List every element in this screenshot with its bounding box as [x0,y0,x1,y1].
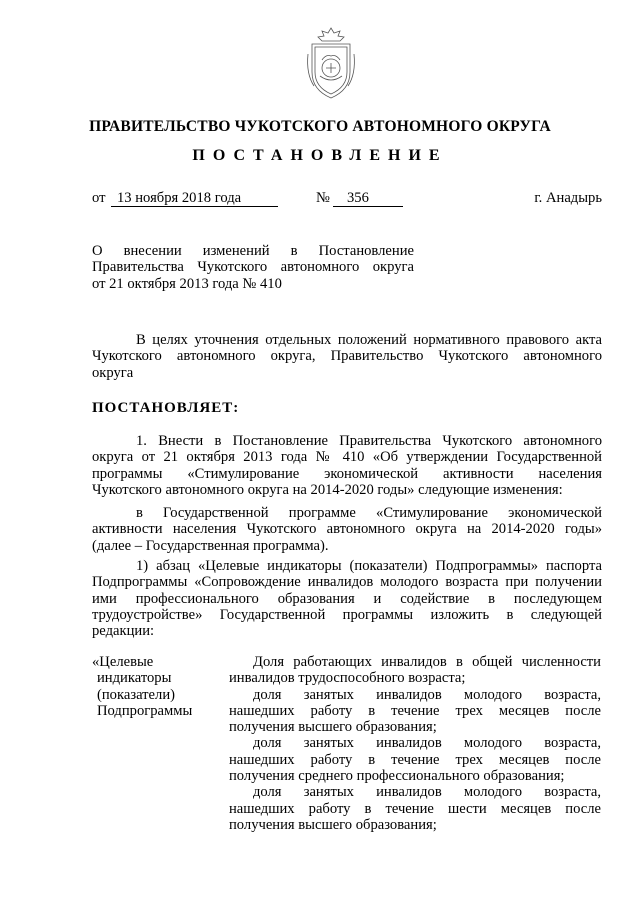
preamble-line: В целях уточнения отдельных положений нормативного правового акта [136,332,602,348]
point-in-program [92,505,602,554]
subpoint-1-line: трудоустройстве» Государственной программы изложить в следующей [92,606,602,623]
table-right-line: доля занятых инвалидов молодого возраста, [253,735,601,752]
subject-line: Правительства Чукотского автономного округа [92,259,414,276]
subpoint-1-line: Подпрограммы «Сопровождение инвалидов молодого возраста при получении [92,574,602,591]
table-right-line: нашедших работу в течение трех месяцев после [229,702,601,719]
document-number [333,190,403,207]
table-right-line: инвалидов трудоспособного возраста; [229,670,466,687]
table-right-line: получения высшего образования; [229,816,437,833]
subpoint-1-line: редакции: [92,623,155,640]
point-1 [92,433,602,498]
preamble [92,332,602,381]
subject-line: от 21 октября 2013 года № 410 [92,275,282,292]
table-right-line: Доля работающих инвалидов в общей численности [253,654,601,670]
point-1-line: программы «Стимулирование экономической активности населения [92,465,602,482]
coat-of-arms-icon [300,24,362,104]
number-label: № [316,190,330,206]
point-1-line: Чукотского автономного округа на 2014-2020 годы» следующие изменения: [92,481,563,498]
table-right-line: нашедших работу в течение трех месяцев после [229,751,601,768]
resolves-heading: ПОСТАНОВЛЯЕТ: [92,400,240,416]
preamble-line: Чукотского автономного округа, Правительство Чукотского автономного [92,348,602,365]
document-subject [92,243,414,292]
table-left-line: (показатели) [97,686,175,703]
organization-title: ПРАВИТЕЛЬСТВО ЧУКОТСКОГО АВТОНОМНОГО ОКРУГА [89,118,551,135]
date-from-label: от [92,190,106,206]
document-type: ПОСТАНОВЛЕНИЕ [192,147,448,164]
preamble-line: округа [92,364,134,381]
subpoint-1-line: ими профессионального образования и содействие в последующем [92,590,602,607]
table-right-line: нашедших работу в течение шести месяцев после [229,800,601,817]
point-in-program-line: активности населения Чукотского автономного округа на 2014-2020 годы» [92,521,602,538]
table-left-column [92,654,207,719]
table-left-line: индикаторы [97,670,172,687]
subject-line: О внесении изменений в Постановление [92,243,414,259]
document-date-value: 13 ноября 2018 года [111,191,278,207]
table-left-line: Подпрограммы [97,702,193,719]
table-right-column [229,654,601,833]
city: г. Анадырь [534,190,602,206]
table-right-line: доля занятых инвалидов молодого возраста, [253,686,601,703]
point-1-line: 1. Внести в Постановление Правительства Чукотского автономного [136,433,602,449]
table-right-line: доля занятых инвалидов молодого возраста, [253,784,601,801]
document-date [111,190,278,207]
table-right-line: получения среднего профессионального образования; [229,768,565,785]
subpoint-1-line: 1) абзац «Целевые индикаторы (показатели) Подпрограммы» паспорта [136,558,602,574]
point-in-program-line: (далее – Государственная программа). [92,537,329,554]
table-right-line: получения высшего образования; [229,719,437,736]
table-left-line: «Целевые [92,654,154,670]
subpoint-1 [92,558,602,639]
point-in-program-line: в Государственной программе «Стимулирование экономической [136,505,602,521]
point-1-line: округа от 21 октября 2013 года № 410 «Об утверждении Государственной [92,449,602,466]
document-number-value: 356 [333,191,403,207]
